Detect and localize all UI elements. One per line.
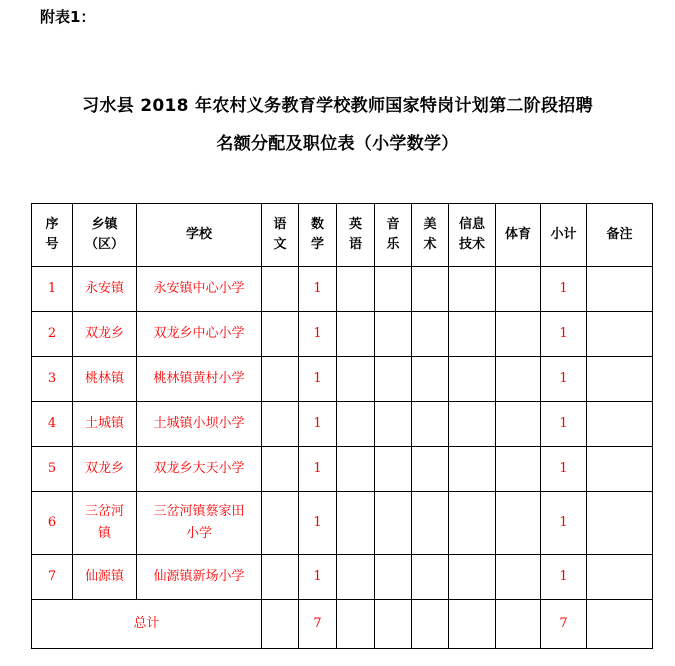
cell-chinese — [262, 492, 299, 555]
cell-remarks — [587, 402, 653, 447]
table-row — [32, 267, 653, 312]
cell-math: 1 — [299, 492, 337, 555]
cell-art — [412, 555, 449, 600]
cell-chinese — [262, 555, 299, 600]
cell-chinese — [262, 447, 299, 492]
document-title-line1: 习水县 2018 年农村义务教育学校教师国家特岗计划第二阶段招聘 — [82, 96, 593, 116]
cell-it — [449, 555, 496, 600]
cell-art — [412, 492, 449, 555]
cell-chinese — [262, 312, 299, 357]
cell-music — [375, 492, 412, 555]
total-row — [32, 600, 653, 649]
table-row — [32, 312, 653, 357]
total-chinese — [262, 600, 299, 649]
total-art — [412, 600, 449, 649]
cell-music — [375, 555, 412, 600]
cell-seq: 5 — [32, 447, 73, 492]
cell-school: 双龙乡大天小学 — [137, 447, 262, 492]
table-row — [32, 447, 653, 492]
cell-subtotal: 1 — [541, 402, 587, 447]
cell-remarks — [587, 267, 653, 312]
cell-art — [412, 267, 449, 312]
cell-school: 双龙乡中心小学 — [137, 312, 262, 357]
header-remarks: 备注 — [587, 204, 653, 267]
cell-math: 1 — [299, 447, 337, 492]
cell-subtotal: 1 — [541, 312, 587, 357]
cell-chinese — [262, 402, 299, 447]
cell-school: 土城镇小坝小学 — [137, 402, 262, 447]
cell-math: 1 — [299, 267, 337, 312]
cell-school: 仙源镇新场小学 — [137, 555, 262, 600]
cell-town: 仙源镇 — [73, 555, 137, 600]
cell-remarks — [587, 555, 653, 600]
header-music: 音乐 — [375, 204, 412, 267]
cell-music — [375, 357, 412, 402]
cell-pe — [496, 555, 541, 600]
total-it — [449, 600, 496, 649]
cell-english — [337, 492, 375, 555]
header-seq: 序号 — [32, 204, 73, 267]
cell-pe — [496, 402, 541, 447]
cell-chinese — [262, 357, 299, 402]
table-row — [32, 555, 653, 600]
cell-school: 永安镇中心小学 — [137, 267, 262, 312]
cell-subtotal: 1 — [541, 492, 587, 555]
cell-it — [449, 447, 496, 492]
cell-music — [375, 312, 412, 357]
cell-remarks — [587, 447, 653, 492]
cell-chinese — [262, 267, 299, 312]
cell-art — [412, 357, 449, 402]
cell-music — [375, 447, 412, 492]
header-subtotal: 小计 — [541, 204, 587, 267]
cell-school: 三岔河镇蔡家田小学 — [137, 492, 262, 555]
cell-seq: 7 — [32, 555, 73, 600]
cell-it — [449, 402, 496, 447]
cell-english — [337, 267, 375, 312]
cell-math: 1 — [299, 312, 337, 357]
cell-music — [375, 402, 412, 447]
header-school: 学校 — [137, 204, 262, 267]
cell-subtotal: 1 — [541, 555, 587, 600]
cell-town: 桃林镇 — [73, 357, 137, 402]
cell-seq: 6 — [32, 492, 73, 555]
cell-art — [412, 402, 449, 447]
total-pe — [496, 600, 541, 649]
cell-town: 双龙乡 — [73, 447, 137, 492]
cell-english — [337, 312, 375, 357]
cell-pe — [496, 447, 541, 492]
cell-remarks — [587, 312, 653, 357]
cell-music — [375, 267, 412, 312]
cell-town: 永安镇 — [73, 267, 137, 312]
cell-seq: 3 — [32, 357, 73, 402]
cell-subtotal: 1 — [541, 357, 587, 402]
cell-subtotal: 1 — [541, 447, 587, 492]
cell-art — [412, 447, 449, 492]
table-header-row — [32, 204, 653, 267]
document-title-line2: 名额分配及职位表（小学数学） — [216, 134, 459, 154]
cell-pe — [496, 357, 541, 402]
header-pe: 体育 — [496, 204, 541, 267]
total-music — [375, 600, 412, 649]
header-art: 美术 — [412, 204, 449, 267]
cell-school: 桃林镇黄村小学 — [137, 357, 262, 402]
cell-math: 1 — [299, 357, 337, 402]
cell-seq: 4 — [32, 402, 73, 447]
cell-remarks — [587, 492, 653, 555]
total-math: 7 — [299, 600, 337, 649]
cell-remarks — [587, 357, 653, 402]
cell-math: 1 — [299, 402, 337, 447]
total-subtotal: 7 — [541, 600, 587, 649]
cell-english — [337, 555, 375, 600]
total-english — [337, 600, 375, 649]
table-row — [32, 492, 653, 555]
header-chinese: 语文 — [262, 204, 299, 267]
table-row — [32, 357, 653, 402]
total-remarks — [587, 600, 653, 649]
cell-subtotal: 1 — [541, 267, 587, 312]
allocation-table — [31, 203, 653, 649]
cell-english — [337, 447, 375, 492]
header-english: 英语 — [337, 204, 375, 267]
cell-it — [449, 267, 496, 312]
table-row — [32, 402, 653, 447]
header-math: 数学 — [299, 204, 337, 267]
appendix-label: 附表1： — [40, 8, 96, 26]
cell-town: 双龙乡 — [73, 312, 137, 357]
cell-it — [449, 492, 496, 555]
cell-art — [412, 312, 449, 357]
header-town: 乡镇（区） — [73, 204, 137, 267]
cell-it — [449, 312, 496, 357]
cell-it — [449, 357, 496, 402]
total-label: 总计 — [32, 600, 262, 649]
cell-english — [337, 357, 375, 402]
cell-seq: 1 — [32, 267, 73, 312]
cell-pe — [496, 492, 541, 555]
cell-math: 1 — [299, 555, 337, 600]
cell-pe — [496, 312, 541, 357]
cell-town: 土城镇 — [73, 402, 137, 447]
cell-pe — [496, 267, 541, 312]
header-it: 信息技术 — [449, 204, 496, 267]
cell-seq: 2 — [32, 312, 73, 357]
cell-english — [337, 402, 375, 447]
cell-town: 三岔河镇 — [73, 492, 137, 555]
